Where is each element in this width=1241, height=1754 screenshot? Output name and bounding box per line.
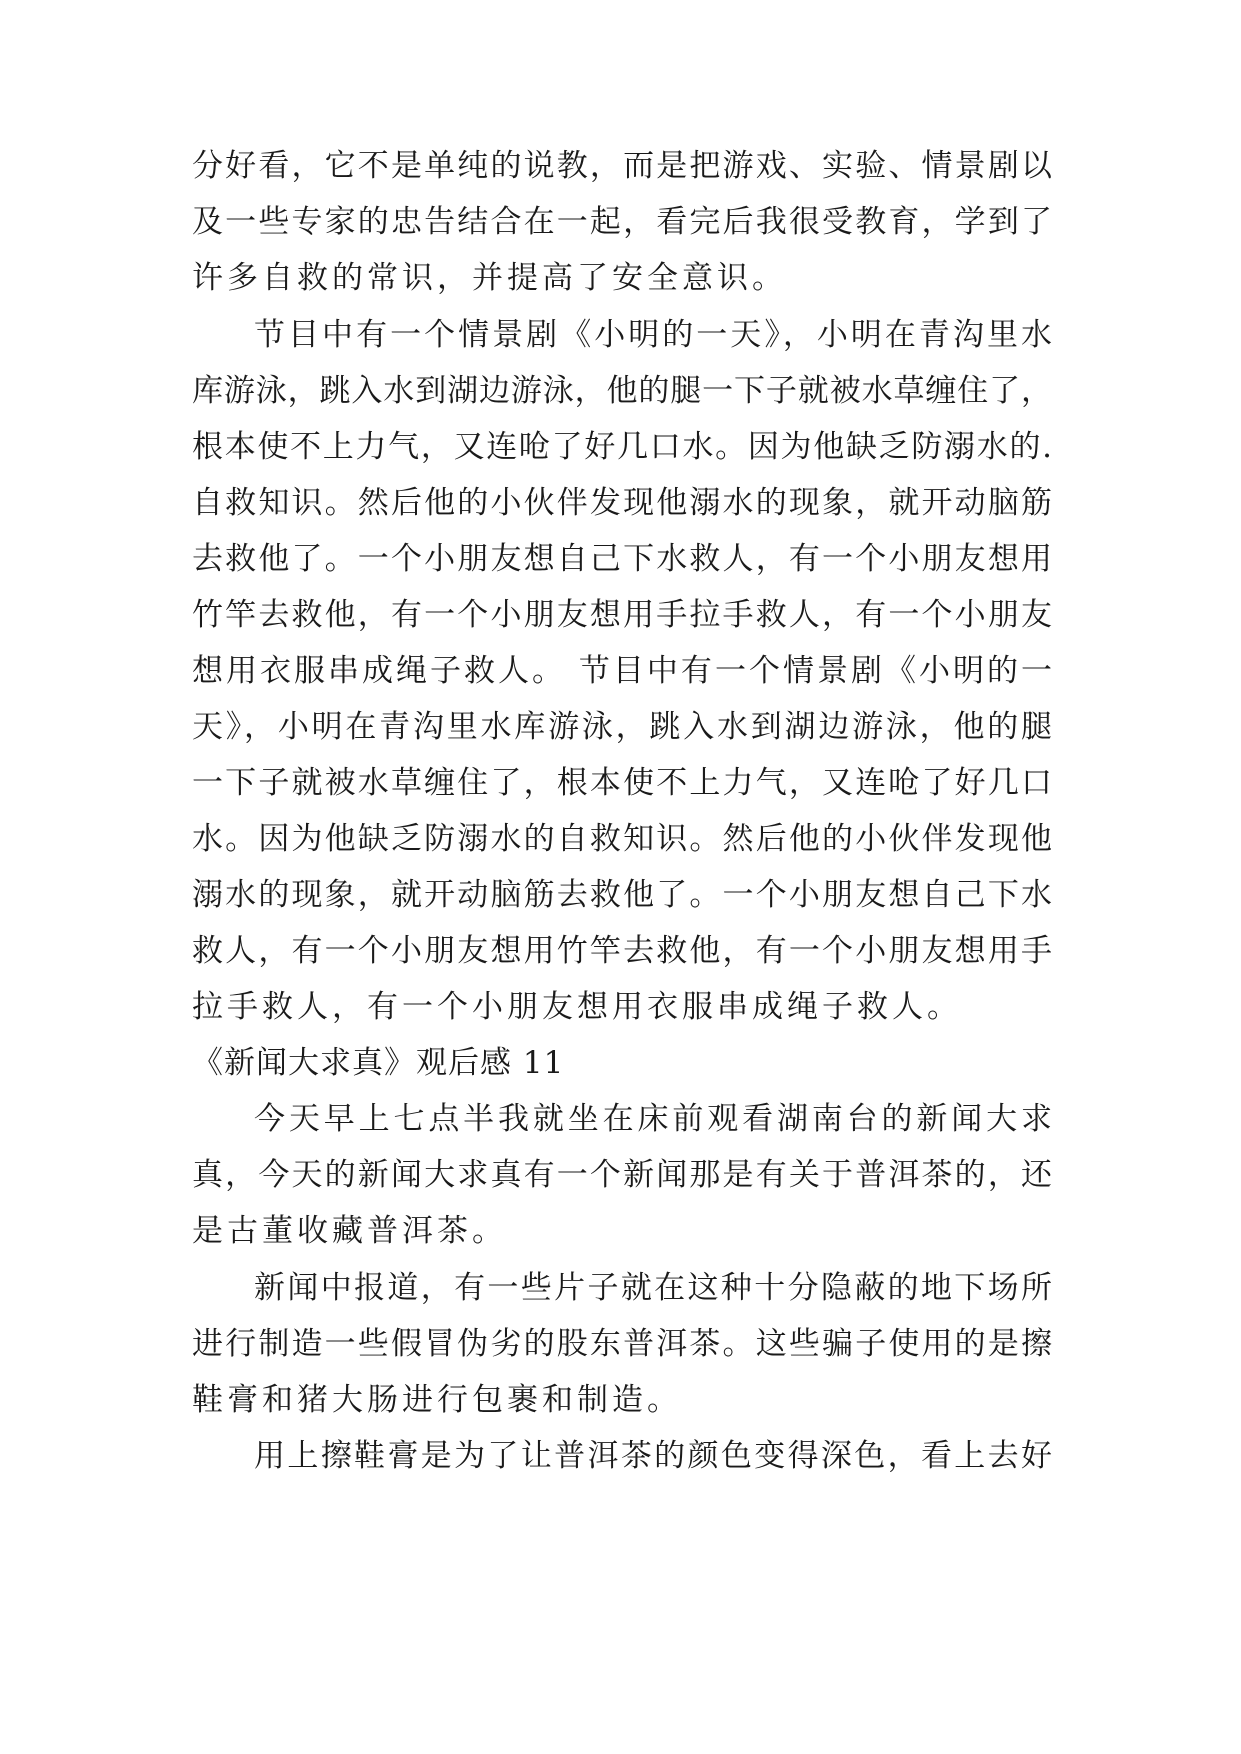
text-line: 拉手救人，有一个小朋友想用衣服串成绳子救人。 [192,989,962,1025]
text-line: 分好看，它不是单纯的说教，而是把游戏、实验、情景剧以 [192,148,1052,184]
text-line: 新闻中报道，有一些片子就在这种十分隐蔽的地下场所 [254,1270,1052,1306]
text-line: 想用衣服串成绳子救人。 节目中有一个情景剧《小明的一 [192,653,1052,689]
text-line: 鞋膏和猪大肠进行包裹和制造。 [192,1382,682,1418]
text-line: 真，今天的新闻大求真有一个新闻那是有关于普洱茶的，还 [192,1157,1052,1193]
text-line: 节目中有一个情景剧《小明的一天》，小明在青沟里水 [254,317,1052,353]
text-line: 竹竿去救他，有一个小朋友想用手拉手救人，有一个小朋友 [192,597,1052,633]
text-line: 救人，有一个小朋友想用竹竿去救他，有一个小朋友想用手 [192,933,1052,969]
text-line: 许多自救的常识，并提高了安全意识。 [192,260,787,296]
text-line: 自救知识。然后他的小伙伴发现他溺水的现象，就开动脑筋 [192,485,1052,521]
section-heading: 《新闻大求真》观后感 11 [192,1045,565,1081]
text-line: 是古董收藏普洱茶。 [192,1213,507,1249]
text-line: 水。因为他缺乏防溺水的自救知识。然后他的小伙伴发现他 [192,821,1052,857]
text-line: 库游泳，跳入水到湖边游泳，他的腿一下子就被水草缠住了， [192,373,1052,409]
text-line: 及一些专家的忠告结合在一起，看完后我很受教育，学到了 [192,204,1052,240]
text-line: 根本使不上力气，又连呛了好几口水。因为他缺乏防溺水的. [192,429,1052,465]
text-line: 溺水的现象，就开动脑筋去救他了。一个小朋友想自己下水 [192,877,1052,913]
text-line: 今天早上七点半我就坐在床前观看湖南台的新闻大求 [254,1101,1052,1137]
text-line: 进行制造一些假冒伪劣的股东普洱茶。这些骗子使用的是擦 [192,1326,1052,1362]
text-line: 去救他了。一个小朋友想自己下水救人，有一个小朋友想用 [192,541,1052,577]
text-line: 用上擦鞋膏是为了让普洱茶的颜色变得深色，看上去好 [254,1438,1052,1474]
text-line: 一下子就被水草缠住了，根本使不上力气，又连呛了好几口 [192,765,1052,801]
text-line: 天》，小明在青沟里水库游泳，跳入水到湖边游泳，他的腿 [192,709,1052,745]
